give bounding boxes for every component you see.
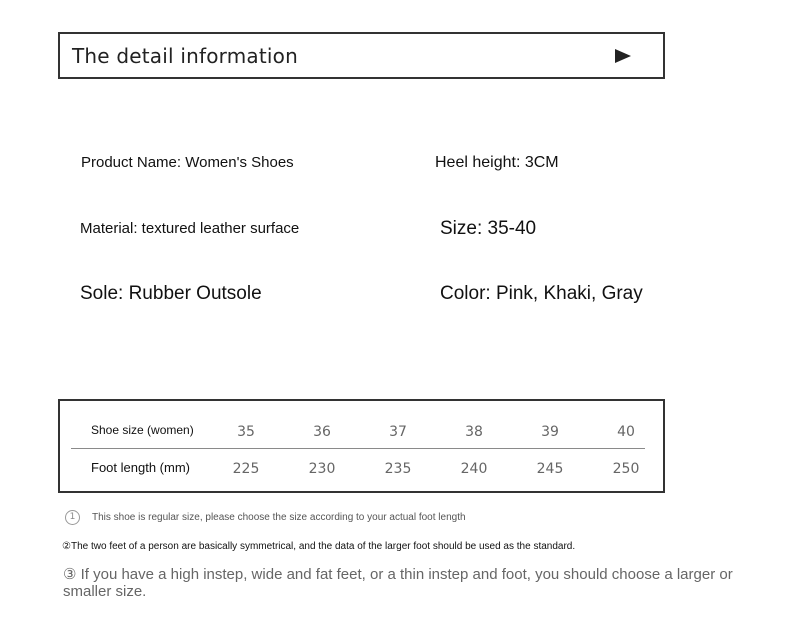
circled-one-icon: 1	[65, 510, 80, 525]
note-3: ③ If you have a high instep, wide and fat feet, or a thin instep and foot, you should choose a larger or smaller size.	[63, 566, 733, 600]
table-cell: 37	[389, 424, 407, 440]
color-attribute: Color: Pink, Khaki, Gray	[440, 283, 643, 304]
sole-attribute: Sole: Rubber Outsole	[80, 283, 262, 304]
table-cell: 245	[536, 461, 564, 477]
table-cell: 36	[313, 424, 331, 440]
play-arrow-icon	[615, 49, 631, 63]
material-attribute: Material: textured leather surface	[80, 220, 300, 237]
note-1-text: This shoe is regular size, please choose the size according to your actual foot length	[92, 512, 466, 524]
note-1	[65, 509, 466, 527]
table-cell: 40	[617, 424, 635, 440]
detail-information-header	[58, 32, 665, 79]
table-cell: 225	[232, 461, 260, 477]
table-cell: 230	[308, 461, 336, 477]
table-divider	[71, 448, 645, 449]
heel-height-attribute: Heel height: 3CM	[435, 154, 559, 171]
size-attribute: Size: 35-40	[440, 218, 537, 239]
table-cell: 235	[384, 461, 412, 477]
note-2: ②The two feet of a person are basically symmetrical, and the data of the larger foot should be used as the standard.	[62, 541, 576, 552]
header-title: The detail information	[72, 44, 298, 68]
size-chart-table	[58, 399, 665, 493]
table-cell: 250	[612, 461, 640, 477]
table-cell: 240	[460, 461, 488, 477]
table-cell: 35	[237, 424, 255, 440]
shoe-size-row-label: Shoe size (women)	[91, 423, 194, 437]
table-cell: 38	[465, 424, 483, 440]
product-name-attribute: Product Name: Women's Shoes	[81, 154, 294, 171]
table-cell: 39	[541, 424, 559, 440]
foot-length-row-label: Foot length (mm)	[91, 460, 190, 475]
